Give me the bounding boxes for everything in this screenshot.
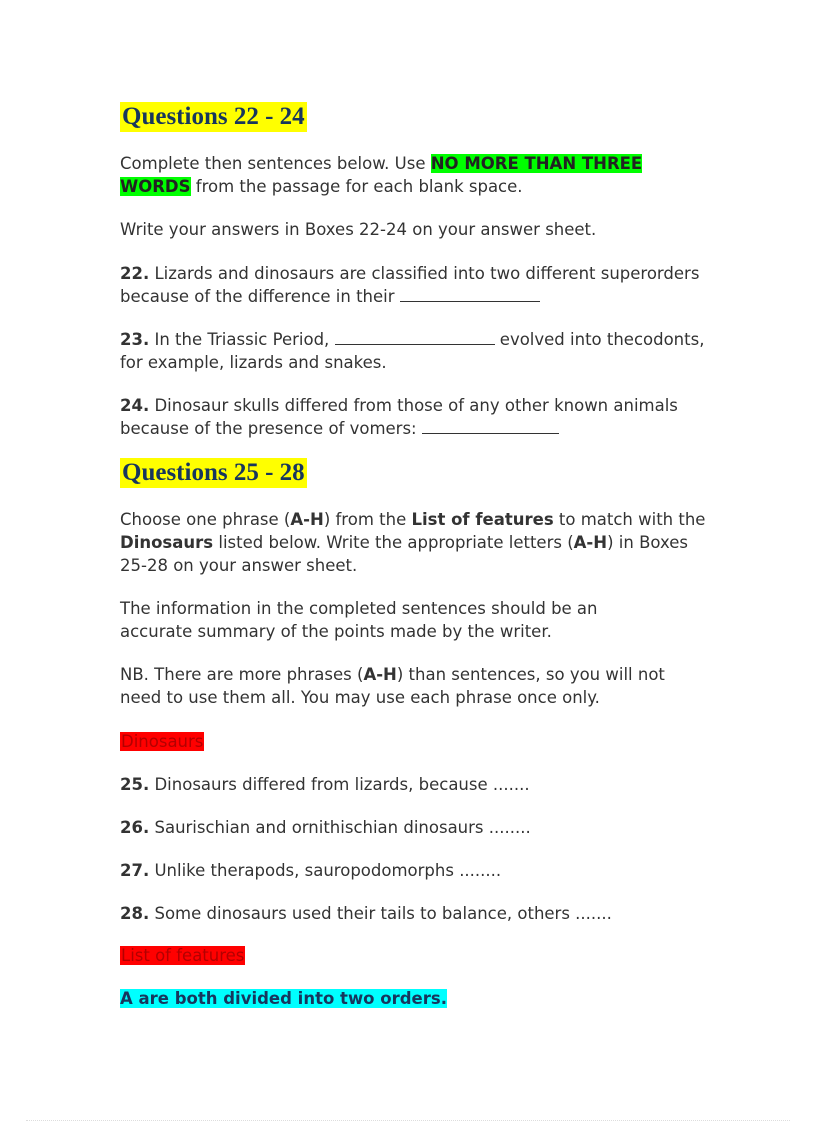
features-label: List of features — [121, 946, 245, 965]
question-number: 23. — [120, 330, 150, 349]
highlight-words: WORDS — [120, 177, 191, 196]
question-26: 26. Saurischian and ornithischian dinosaurs ........ — [120, 818, 531, 837]
answer-blank — [400, 287, 540, 302]
question-number: 27. — [120, 861, 150, 880]
accuracy-note: The information in the completed sentences should be an accurate summary of the points made by the writer. — [120, 599, 598, 641]
dinosaurs-label: Dinosaurs — [121, 732, 204, 751]
heading-questions-22-24: Questions 22 - 24 — [122, 103, 305, 130]
instruction-paragraph: Complete then sentences below. Use NO MORE THAN THREE WORDS from the passage for each blank space. — [120, 154, 643, 196]
heading-questions-25-28: Questions 25 - 28 — [122, 459, 305, 486]
question-23: 23. In the Triassic Period, evolved into thecodonts, for example, lizards and snakes. — [120, 330, 705, 372]
answer-blank — [335, 330, 495, 345]
question-22: 22. Lizards and dinosaurs are classified into two different superorders because of the difference in their — [120, 264, 700, 306]
answer-note: Write your answers in Boxes 22-24 on your answer sheet. — [120, 220, 597, 239]
nb-note: NB. There are more phrases (A-H) than sentences, so you will not need to use them all. You may use each phrase once only. — [120, 665, 665, 707]
answer-blank — [422, 419, 559, 434]
question-27: 27. Unlike therapods, sauropodomorphs ........ — [120, 861, 502, 880]
question-number: 22. — [120, 264, 150, 283]
question-number: 25. — [120, 775, 150, 794]
question-28: 28. Some dinosaurs used their tails to balance, others ....... — [120, 904, 612, 923]
question-number: 26. — [120, 818, 150, 837]
choose-instruction: Choose one phrase (A-H) from the List of features to match with the Dinosaurs listed below. Write the appropriate letters (A-H) in Boxes 25-28 on your answer sheet. — [120, 510, 706, 575]
question-25: 25. Dinosaurs differed from lizards, because ....... — [120, 775, 530, 794]
highlight-no-more-than-three: NO MORE THAN THREE — [430, 154, 643, 173]
page-border — [26, 1120, 790, 1121]
question-24: 24. Dinosaur skulls differed from those of any other known animals because of the presence of vomers: — [120, 396, 678, 438]
feature-a: A are both divided into two orders. — [120, 989, 447, 1008]
question-number: 28. — [120, 904, 150, 923]
question-number: 24. — [120, 396, 150, 415]
